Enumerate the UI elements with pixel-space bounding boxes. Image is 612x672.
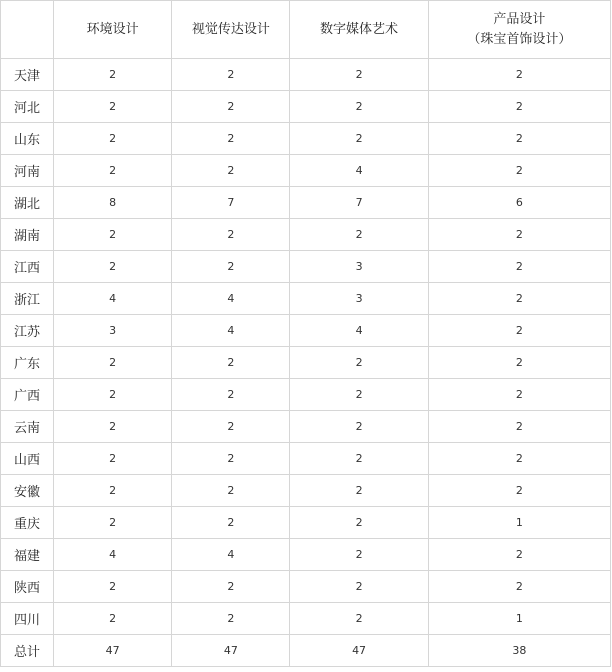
header-product-design-subtitle: （珠宝首饰设计） (467, 31, 572, 47)
value-cell-environment-design: 4 (54, 539, 172, 571)
value-cell-environment-design: 2 (54, 411, 172, 443)
value-cell-product-design: 1 (428, 603, 610, 635)
value-cell-product-design: 2 (428, 379, 610, 411)
value-cell-visual-communication-design: 2 (172, 91, 290, 123)
value-cell-environment-design: 2 (54, 251, 172, 283)
value-cell-digital-media-art: 2 (290, 347, 428, 379)
table-row (1, 59, 611, 91)
table-row (1, 123, 611, 155)
total-label: 总计 (1, 635, 54, 667)
table-row (1, 379, 611, 411)
value-cell-digital-media-art: 4 (290, 315, 428, 347)
value-cell-product-design: 2 (428, 123, 610, 155)
region-cell: 湖北 (1, 187, 54, 219)
table-row (1, 411, 611, 443)
value-cell-digital-media-art: 2 (290, 219, 428, 251)
value-cell-visual-communication-design: 2 (172, 603, 290, 635)
header-product-design (428, 1, 610, 59)
value-cell-visual-communication-design: 7 (172, 187, 290, 219)
value-cell-visual-communication-design: 2 (172, 475, 290, 507)
region-cell: 福建 (1, 539, 54, 571)
region-cell: 河南 (1, 155, 54, 187)
value-cell-product-design: 2 (428, 539, 610, 571)
value-cell-product-design: 2 (428, 443, 610, 475)
value-cell-product-design: 2 (428, 347, 610, 379)
value-cell-product-design: 1 (428, 507, 610, 539)
value-cell-environment-design: 2 (54, 475, 172, 507)
value-cell-environment-design: 2 (54, 59, 172, 91)
value-cell-visual-communication-design: 2 (172, 123, 290, 155)
region-cell: 云南 (1, 411, 54, 443)
value-cell-environment-design: 2 (54, 443, 172, 475)
total-environment-design: 47 (54, 635, 172, 667)
region-cell: 江苏 (1, 315, 54, 347)
region-cell: 湖南 (1, 219, 54, 251)
value-cell-environment-design: 2 (54, 347, 172, 379)
total-product-design: 38 (428, 635, 610, 667)
value-cell-digital-media-art: 2 (290, 411, 428, 443)
value-cell-visual-communication-design: 2 (172, 59, 290, 91)
value-cell-visual-communication-design: 2 (172, 251, 290, 283)
value-cell-digital-media-art: 3 (290, 251, 428, 283)
value-cell-environment-design: 2 (54, 219, 172, 251)
value-cell-product-design: 2 (428, 59, 610, 91)
value-cell-product-design: 2 (428, 411, 610, 443)
table-row (1, 187, 611, 219)
total-row (1, 635, 611, 667)
table-row (1, 443, 611, 475)
value-cell-environment-design: 2 (54, 571, 172, 603)
value-cell-product-design: 2 (428, 91, 610, 123)
value-cell-visual-communication-design: 4 (172, 539, 290, 571)
value-cell-product-design: 2 (428, 475, 610, 507)
table-row (1, 219, 611, 251)
value-cell-product-design: 2 (428, 155, 610, 187)
value-cell-visual-communication-design: 2 (172, 155, 290, 187)
value-cell-environment-design: 2 (54, 603, 172, 635)
region-cell: 重庆 (1, 507, 54, 539)
table-row (1, 571, 611, 603)
value-cell-digital-media-art: 2 (290, 507, 428, 539)
value-cell-digital-media-art: 3 (290, 283, 428, 315)
value-cell-environment-design: 2 (54, 507, 172, 539)
value-cell-digital-media-art: 2 (290, 379, 428, 411)
table-row (1, 315, 611, 347)
table-row (1, 251, 611, 283)
value-cell-product-design: 6 (428, 187, 610, 219)
header-row (1, 1, 611, 59)
value-cell-product-design: 2 (428, 571, 610, 603)
value-cell-digital-media-art: 2 (290, 59, 428, 91)
value-cell-environment-design: 4 (54, 283, 172, 315)
header-digital-media-art: 数字媒体艺术 (290, 1, 428, 59)
table-row (1, 603, 611, 635)
value-cell-digital-media-art: 2 (290, 571, 428, 603)
region-cell: 广西 (1, 379, 54, 411)
table-row (1, 155, 611, 187)
table-footer (1, 635, 611, 667)
value-cell-digital-media-art: 7 (290, 187, 428, 219)
header-region (1, 1, 54, 59)
table-row (1, 283, 611, 315)
region-cell: 山西 (1, 443, 54, 475)
value-cell-visual-communication-design: 2 (172, 219, 290, 251)
value-cell-environment-design: 8 (54, 187, 172, 219)
value-cell-product-design: 2 (428, 219, 610, 251)
value-cell-environment-design: 2 (54, 123, 172, 155)
table-row (1, 91, 611, 123)
value-cell-visual-communication-design: 2 (172, 571, 290, 603)
value-cell-visual-communication-design: 2 (172, 347, 290, 379)
value-cell-product-design: 2 (428, 283, 610, 315)
region-cell: 广东 (1, 347, 54, 379)
table-row (1, 539, 611, 571)
region-cell: 河北 (1, 91, 54, 123)
value-cell-visual-communication-design: 2 (172, 411, 290, 443)
value-cell-visual-communication-design: 2 (172, 443, 290, 475)
region-cell: 天津 (1, 59, 54, 91)
value-cell-environment-design: 2 (54, 91, 172, 123)
total-digital-media-art: 47 (290, 635, 428, 667)
value-cell-environment-design: 2 (54, 379, 172, 411)
region-cell: 江西 (1, 251, 54, 283)
value-cell-visual-communication-design: 4 (172, 283, 290, 315)
value-cell-digital-media-art: 2 (290, 603, 428, 635)
value-cell-digital-media-art: 2 (290, 443, 428, 475)
value-cell-environment-design: 3 (54, 315, 172, 347)
region-cell: 山东 (1, 123, 54, 155)
header-product-design-title: 产品设计 (493, 11, 546, 27)
region-cell: 四川 (1, 603, 54, 635)
value-cell-digital-media-art: 2 (290, 91, 428, 123)
value-cell-digital-media-art: 4 (290, 155, 428, 187)
header-environment-design: 环境设计 (54, 1, 172, 59)
table-row (1, 347, 611, 379)
value-cell-visual-communication-design: 2 (172, 379, 290, 411)
region-cell: 浙江 (1, 283, 54, 315)
total-visual-communication-design: 47 (172, 635, 290, 667)
table-row (1, 475, 611, 507)
value-cell-product-design: 2 (428, 315, 610, 347)
value-cell-product-design: 2 (428, 251, 610, 283)
value-cell-visual-communication-design: 4 (172, 315, 290, 347)
value-cell-environment-design: 2 (54, 155, 172, 187)
header-visual-communication-design: 视觉传达设计 (172, 1, 290, 59)
table-body (1, 59, 611, 635)
value-cell-digital-media-art: 2 (290, 123, 428, 155)
table-row (1, 507, 611, 539)
value-cell-digital-media-art: 2 (290, 539, 428, 571)
region-cell: 陕西 (1, 571, 54, 603)
value-cell-digital-media-art: 2 (290, 475, 428, 507)
region-cell: 安徽 (1, 475, 54, 507)
table-header (1, 1, 611, 59)
value-cell-visual-communication-design: 2 (172, 507, 290, 539)
